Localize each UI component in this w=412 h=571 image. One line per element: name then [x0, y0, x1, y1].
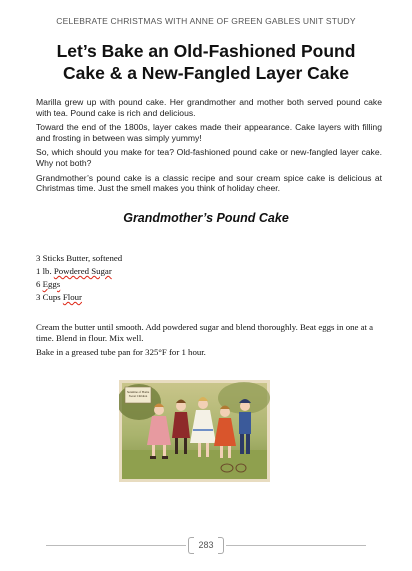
ingredient-item: [36, 291, 122, 304]
recipe-directions: [36, 322, 382, 362]
ingredient-qty: 1 lb.: [36, 266, 54, 276]
ingredient-name: Eggs: [42, 279, 61, 289]
ingredient-item: [36, 252, 122, 265]
intro-paragraph: Grandmother’s pound cake is a classic recipe and sour cream spice cake is delicious at Christmas time. Just the smell makes you think of holiday cheer.: [36, 172, 382, 194]
ingredient-name: Flour: [62, 292, 82, 302]
footer-rule-left: [46, 545, 186, 546]
direction-step: Cream the butter until smooth. Add powdered sugar and blend thoroughly. Beat eggs in one at a time. Blend in flour. Mix well.: [36, 322, 374, 344]
ingredient-item: [36, 265, 122, 278]
recipe-title: Grandmother’s Pound Cake: [123, 211, 289, 225]
title-line-2: Cake & a New-Fangled Layer Cake: [63, 63, 349, 83]
page-title: [20, 40, 392, 84]
footer-rule-right: [226, 545, 366, 546]
ingredient-qty: 6: [36, 279, 43, 289]
grass: [122, 450, 267, 479]
page-number: 283: [198, 540, 214, 550]
intro-paragraph: Toward the end of the 1800s, layer cakes made their appearance. Cake layers with filling and frosting in between was simply yummy!: [36, 122, 382, 143]
title-line-1: Let’s Bake an Old-Fashioned Pound: [56, 41, 356, 61]
ingredient-name: Powdered Sugar: [53, 266, 112, 276]
ingredient-list: [36, 252, 122, 304]
running-header: CELEBRATE CHRISTMAS WITH ANNE OF GREEN GABLES UNIT STUDY: [56, 16, 356, 26]
intro-paragraph: Marilla grew up with pound cake. Her grandmother and mother both served pound cake with tea. Pound cake is rich and delicious.: [36, 97, 382, 118]
caption-text: Sweet Children: [128, 394, 148, 398]
caption-text: Sunshine of Home: [126, 390, 150, 394]
ingredient-text: 3 Sticks Butter, softened: [36, 253, 123, 263]
ingredient-qty: 3 Cups: [36, 292, 63, 302]
direction-step: Bake in a greased tube pan for 325°F for 1 hour.: [36, 347, 206, 358]
intro-text: [36, 97, 382, 198]
victorian-children-illustration: [119, 380, 270, 482]
intro-paragraph: So, which should you make for tea? Old-fashioned pound cake or new-fangled layer cake. Why not both?: [36, 147, 382, 168]
ingredient-item: [36, 278, 122, 291]
